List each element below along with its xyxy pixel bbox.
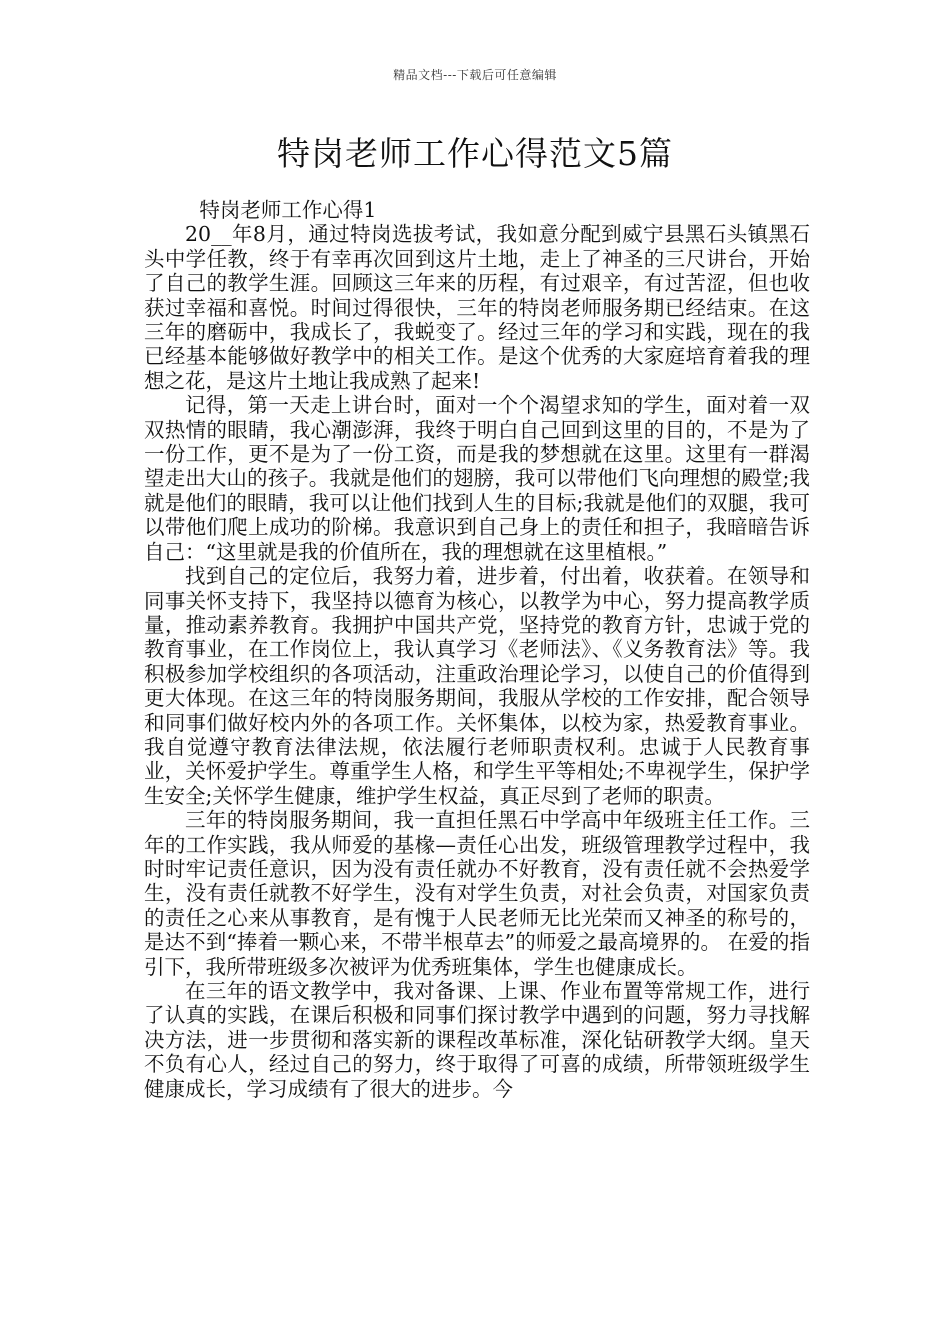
paragraph: 20__年8月，通过特岗选拔考试，我如意分配到威宁县黑石头镇黑石头中学任教，终于有幸再次回到这片土地，走上了神圣的三尺讲台，开始了自己的教学生涯。回顾这三年来的历程，有过艰辛，有过苦涩，但也收获过幸福和喜悦。时间过得很快，三年的特岗老师服务期已经结束。在这三年的磨砺中，我成长了，我蜕变了。经过三年的学习和实践，现在的我已经基本能够做好教学中的相关工作。是这个优秀的大家庭培育着我的理想之花，是这片土地让我成熟了起来! [144, 222, 810, 393]
paragraph: 找到自己的定位后，我努力着，进步着，付出着，收获着。在领导和同事关怀支持下，我坚持以德育为核心，以教学为中心，努力提高教学质量，推动素养教育。我拥护中国共产党，坚持党的教育方针，忠诚于党的教育事业，在工作岗位上，我认真学习《老师法》、《义务教育法》等。我积极参加学校组织的各项活动，注重政治理论学习，以使自己的价值得到更大体现。在这三年的特岗服务期间，我服从学校的工作安排，配合领导和同事们做好校内外的各项工作。关怀集体，以校为家，热爱教育事业。我自觉遵守教育法律法规，依法履行老师职责权利。忠诚于人民教育事业，关怀爱护学生。尊重学生人格，和学生平等相处;不卑视学生，保护学生安全;关怀学生健康，维护学生权益，真正尽到了老师的职责。 [144, 564, 810, 808]
section-heading: 特岗老师工作心得1 [199, 198, 377, 222]
page-header-note: 精品文档---下载后可任意编辑 [393, 68, 557, 82]
document-body [144, 198, 810, 1101]
document-title: 特岗老师工作心得范文5篇 [277, 134, 673, 173]
paragraph: 在三年的语文教学中，我对备课、上课、作业布置等常规工作，进行了认真的实践，在课后积极和同事们探讨教学中遇到的问题，努力寻找解决方法，进一步贯彻和落实新的课程改革标准，深化钻研教学大纲。皇天不负有心人，经过自己的努力，终于取得了可喜的成绩，所带领班级学生健康成长，学习成绩有了很大的进步。今 [144, 979, 810, 1101]
paragraph: 三年的特岗服务期间，我一直担任黑石中学高中年级班主任工作。三年的工作实践，我从师爱的基椽—责任心出发，班级管理教学过程中，我时时牢记责任意识，因为没有责任就办不好教育，没有责任就不会热爱学生，没有责任就教不好学生，没有对学生负责，对社会负责，对国家负责的责任之心来从事教育，是有愧于人民老师无比光荣而又神圣的称号的，是达不到“捧着一颗心来，不带半根草去”的师爱之最高境界的。 在爱的指引下，我所带班级多次被评为优秀班集体，学生也健康成长。 [144, 808, 810, 979]
paragraph: 记得，第一天走上讲台时，面对一个个渴望求知的学生，面对着一双双热情的眼睛，我心潮澎湃，我终于明白自己回到这里的目的，不是为了一份工作，更不是为了一份工资，而是我的梦想就在这里。这里有一群渴望走出大山的孩子。我就是他们的翅膀，我可以带他们飞向理想的殿堂;我就是他们的眼睛，我可以让他们找到人生的目标;我就是他们的双腿，我可以带他们爬上成功的阶梯。我意识到自己身上的责任和担子，我暗暗告诉自己：“这里就是我的价值所在，我的理想就在这里植根。” [144, 393, 810, 564]
